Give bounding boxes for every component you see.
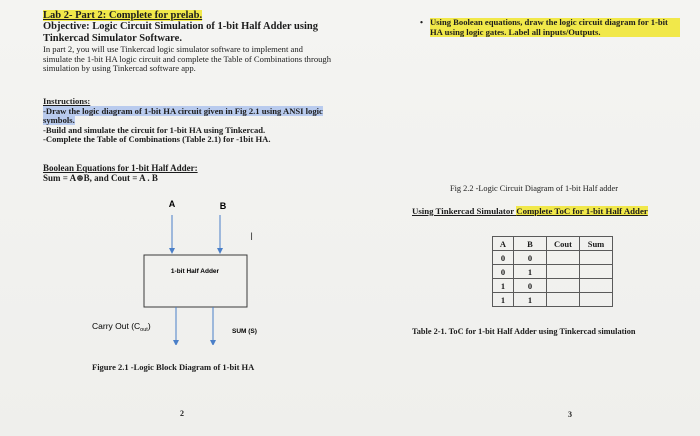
figure-2-1-caption: Figure 2.1 -Logic Block Diagram of 1-bit HA <box>92 362 255 372</box>
cell-sum[interactable] <box>580 265 613 279</box>
intro-paragraph: In part 2, you will use Tinkercad logic simulator software to implement and simulate the 1-bit HA logic circuit and complete the Table of Combinations through simulation by using Tinkercad software app. <box>43 44 332 74</box>
instruction-3: -Complete the Table of Combinations (Table 2.1) for -1bit HA. <box>43 134 271 145</box>
tinkercad-highlight: Complete ToC for 1-bit Half Adder <box>516 206 648 216</box>
header-a: A <box>493 237 514 251</box>
table-row <box>493 293 613 307</box>
cell-b: 1 <box>514 265 547 279</box>
page-number-right: 3 <box>568 410 572 419</box>
cell-cout[interactable] <box>547 279 580 293</box>
bullet-instruction <box>420 18 680 37</box>
cell-cout[interactable] <box>547 265 580 279</box>
cell-a: 0 <box>493 265 514 279</box>
boolean-equations <box>43 163 198 183</box>
equations-heading: Boolean Equations for 1-bit Half Adder: <box>43 163 198 173</box>
cell-a: 1 <box>493 279 514 293</box>
cell-sum[interactable] <box>580 293 613 307</box>
block-label: 1-bit Half Adder <box>170 268 220 275</box>
table-row <box>493 265 613 279</box>
cell-sum[interactable] <box>580 251 613 265</box>
sum-label: SUM (S) <box>232 328 257 335</box>
table-2-1-caption: Table 2-1. ToC for 1-bit Half Adder using Tinkercad simulation <box>412 327 636 336</box>
table-row <box>493 279 613 293</box>
bullet-dot-icon: • <box>420 17 424 27</box>
carry-out-label: Carry Out $(C_{out})$ <box>92 321 151 333</box>
instructions-heading: Instructions: <box>43 96 91 106</box>
cell-cout[interactable] <box>547 293 580 307</box>
figure-2-2-caption: Fig 2.2 -Logic Circuit Diagram of 1-bit Half adder <box>450 184 618 193</box>
half-adder-block <box>144 255 247 307</box>
cell-a: 1 <box>493 293 514 307</box>
cell-b: 1 <box>514 293 547 307</box>
table-row <box>493 251 613 265</box>
tinkercad-instruction <box>412 206 648 216</box>
equations-text: Sum = A⊕B, and Cout = A . B <box>43 173 158 183</box>
header-b: B <box>514 237 547 251</box>
text-cursor-icon: I <box>250 231 254 243</box>
header-sum: Sum <box>580 237 613 251</box>
instructions <box>43 97 333 145</box>
half-adder-block-diagram <box>80 195 340 345</box>
cell-b: 0 <box>514 279 547 293</box>
cell-b: 0 <box>514 251 547 265</box>
bullet-text: Using Boolean equations, draw the logic circuit diagram for 1-bit HA using logic gates. Label all inputs/Outputs. <box>430 18 680 37</box>
header-cout: Cout <box>547 237 580 251</box>
cell-cout[interactable] <box>547 251 580 265</box>
input-a-label: A <box>168 199 176 209</box>
table-of-combinations <box>492 236 613 307</box>
lab-title-text: Lab 2- Part 2: Complete for prelab. <box>43 10 203 21</box>
cell-a: 0 <box>493 251 514 265</box>
cell-sum[interactable] <box>580 279 613 293</box>
objective: Objective: Logic Circuit Simulation of 1-bit Half Adder using Tinkercad Simulator Software. <box>43 21 318 44</box>
instruction-1: -Draw the logic diagram of 1-bit HA circuit given in Fig 2.1 using ANSI logic symbols. <box>43 105 323 126</box>
page-number-left: 2 <box>180 409 184 418</box>
tinkercad-prefix: Using Tinkercad Simulator <box>412 206 515 216</box>
table-header-row <box>493 237 613 251</box>
instruction-2: -Build and simulate the circuit for 1-bit HA using Tinkercad. <box>43 124 266 135</box>
input-b-label: B <box>219 201 227 211</box>
